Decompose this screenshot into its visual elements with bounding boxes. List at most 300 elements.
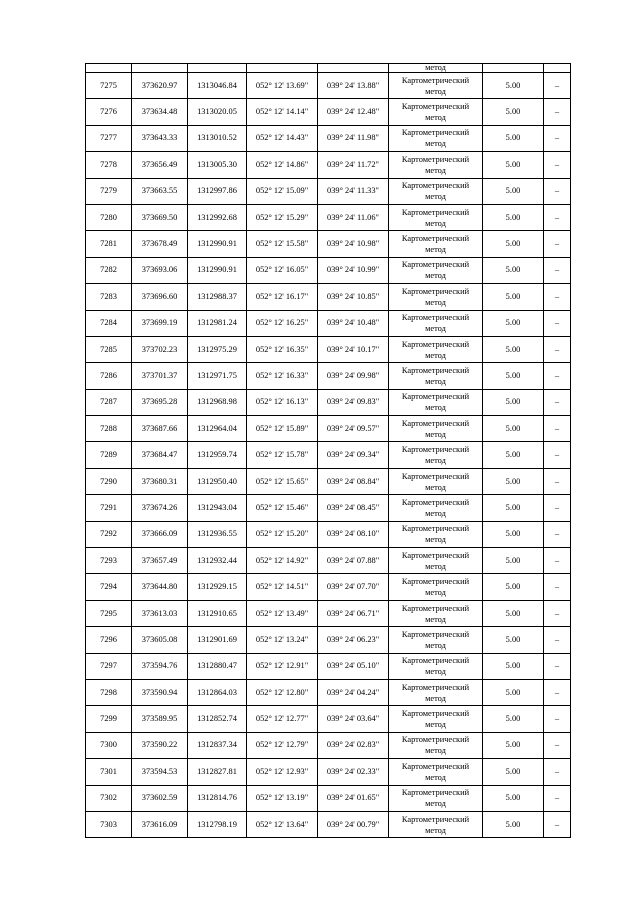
method-line-1: Картометрический [401, 761, 470, 771]
cell-extra: – [544, 284, 571, 310]
cell-extra [544, 64, 571, 73]
table-row [86, 231, 571, 257]
method-line-2: метод [425, 86, 446, 96]
method-line-1: Картометрический [401, 471, 470, 481]
cell-accuracy: 5.00 [483, 759, 544, 785]
cell-number: 7293 [86, 548, 132, 574]
cell-extra: – [544, 442, 571, 468]
cell-number: 7280 [86, 204, 132, 230]
cell-accuracy: 5.00 [483, 363, 544, 389]
coordinates-table-body [86, 64, 571, 838]
method-line-2: метод [425, 350, 446, 360]
method-line-1: Картометрический [401, 154, 470, 164]
table-row [86, 495, 571, 521]
cell-y: 1312814.76 [188, 785, 247, 811]
cell-extra: – [544, 336, 571, 362]
table-row [86, 811, 571, 837]
table-row [86, 389, 571, 415]
method-line-2: метод [425, 403, 446, 413]
method-line-2: метод [425, 693, 446, 703]
cell-latitude: 052° 12' 14.92" [247, 548, 318, 574]
cell-x: 373602.59 [132, 785, 188, 811]
cell-method [389, 99, 483, 125]
cell-latitude: 052° 12' 16.17" [247, 284, 318, 310]
cell-extra: – [544, 521, 571, 547]
method-line-2: метод [425, 535, 446, 545]
cell-y: 1312827.81 [188, 759, 247, 785]
cell-extra: – [544, 99, 571, 125]
table-row [86, 706, 571, 732]
cell-latitude: 052° 12' 16.13" [247, 389, 318, 415]
table-row [86, 125, 571, 151]
method-line-2: метод [425, 482, 446, 492]
cell-method [389, 706, 483, 732]
cell-method [389, 811, 483, 837]
method-line-2: метод [425, 271, 446, 281]
cell-x: 373656.49 [132, 152, 188, 178]
method-line-2: метод [425, 165, 446, 175]
cell-x: 373590.94 [132, 679, 188, 705]
cell-latitude: 052° 12' 16.25" [247, 310, 318, 336]
table-row [86, 732, 571, 758]
cell-latitude: 052° 12' 15.78" [247, 442, 318, 468]
cell-longitude: 039° 24' 13.88" [318, 73, 389, 99]
cell-x [132, 64, 188, 73]
cell-accuracy: 5.00 [483, 152, 544, 178]
cell-number: 7288 [86, 416, 132, 442]
method-line-1: Картометрический [401, 656, 470, 666]
cell-number: 7281 [86, 231, 132, 257]
cell-method [389, 468, 483, 494]
cell-number: 7295 [86, 600, 132, 626]
cell-latitude: 052° 12' 12.91" [247, 653, 318, 679]
cell-longitude: 039° 24' 11.72" [318, 152, 389, 178]
cell-accuracy: 5.00 [483, 125, 544, 151]
cell-x: 373657.49 [132, 548, 188, 574]
cell-accuracy: 5.00 [483, 257, 544, 283]
cell-x: 373613.03 [132, 600, 188, 626]
table-row [86, 363, 571, 389]
table-row [86, 284, 571, 310]
method-line-1: Картометрический [401, 418, 470, 428]
method-line-2: метод [425, 561, 446, 571]
cell-latitude: 052° 12' 14.14" [247, 99, 318, 125]
table-row [86, 204, 571, 230]
table-row [86, 679, 571, 705]
cell-accuracy: 5.00 [483, 811, 544, 837]
cell-x: 373680.31 [132, 468, 188, 494]
cell-method [389, 204, 483, 230]
method-line-2: метод [425, 113, 446, 123]
method-line-2: метод [425, 297, 446, 307]
method-line-1: Картометрический [401, 102, 470, 112]
cell-x: 373605.08 [132, 627, 188, 653]
cell-latitude: 052° 12' 12.79" [247, 732, 318, 758]
cell-extra: – [544, 178, 571, 204]
cell-y: 1313020.05 [188, 99, 247, 125]
cell-accuracy: 5.00 [483, 627, 544, 653]
cell-extra: – [544, 257, 571, 283]
table-row [86, 257, 571, 283]
method-line-2: метод [425, 772, 446, 782]
cell-y: 1312936.55 [188, 521, 247, 547]
cell-latitude: 052° 12' 12.80" [247, 679, 318, 705]
table-row [86, 785, 571, 811]
cell-number: 7303 [86, 811, 132, 837]
method-line-1: Картометрический [401, 75, 470, 85]
cell-x: 373589.95 [132, 706, 188, 732]
cell-longitude: 039° 24' 09.57" [318, 416, 389, 442]
cell-extra: – [544, 653, 571, 679]
cell-latitude: 052° 12' 14.51" [247, 574, 318, 600]
cell-y: 1312837.34 [188, 732, 247, 758]
cell-accuracy: 5.00 [483, 600, 544, 626]
cell-x: 373663.55 [132, 178, 188, 204]
cell-latitude: 052° 12' 14.43" [247, 125, 318, 151]
method-line-2: метод [425, 667, 446, 677]
method-line-1: Картометрический [401, 128, 470, 138]
cell-extra: – [544, 204, 571, 230]
table-row [86, 152, 571, 178]
cell-x: 373702.23 [132, 336, 188, 362]
method-line-2: метод [425, 456, 446, 466]
cell-method [389, 785, 483, 811]
cell-longitude: 039° 24' 05.10" [318, 653, 389, 679]
table-row [86, 442, 571, 468]
cell-latitude: 052° 12' 12.77" [247, 706, 318, 732]
cell-latitude: 052° 12' 13.64" [247, 811, 318, 837]
cell-method [389, 600, 483, 626]
cell-y: 1312975.29 [188, 336, 247, 362]
cell-longitude: 039° 24' 08.10" [318, 521, 389, 547]
cell-extra: – [544, 389, 571, 415]
cell-x: 373620.97 [132, 73, 188, 99]
method-line-1: Картометрический [401, 629, 470, 639]
method-line-2: метод [425, 825, 446, 835]
cell-method [389, 178, 483, 204]
table-row [86, 521, 571, 547]
cell-method [389, 73, 483, 99]
cell-method [389, 152, 483, 178]
cell-accuracy [483, 64, 544, 73]
cell-x: 373701.37 [132, 363, 188, 389]
table-row [86, 178, 571, 204]
method-line-1: Картометрический [401, 577, 470, 587]
cell-accuracy: 5.00 [483, 310, 544, 336]
method-line-2: метод [425, 429, 446, 439]
cell-latitude: 052° 12' 15.46" [247, 495, 318, 521]
method-line-1: Картометрический [401, 339, 470, 349]
cell-number [86, 64, 132, 73]
cell-y: 1312990.91 [188, 257, 247, 283]
cell-accuracy: 5.00 [483, 732, 544, 758]
cell-y: 1312981.24 [188, 310, 247, 336]
cell-extra: – [544, 679, 571, 705]
cell-number: 7277 [86, 125, 132, 151]
table-row [86, 548, 571, 574]
cell-y: 1313005.30 [188, 152, 247, 178]
cell-longitude: 039° 24' 07.70" [318, 574, 389, 600]
cell-number: 7279 [86, 178, 132, 204]
method-line-1: Картометрический [401, 524, 470, 534]
cell-number: 7292 [86, 521, 132, 547]
cell-extra: – [544, 574, 571, 600]
cell-method [389, 336, 483, 362]
cell-method [389, 231, 483, 257]
method-line-2: метод [425, 245, 446, 255]
cell-x: 373678.49 [132, 231, 188, 257]
method-line-1: Картометрический [401, 260, 470, 270]
cell-longitude: 039° 24' 02.83" [318, 732, 389, 758]
cell-latitude: 052° 12' 16.35" [247, 336, 318, 362]
cell-x: 373674.26 [132, 495, 188, 521]
method-line-1: Картометрический [401, 286, 470, 296]
cell-accuracy: 5.00 [483, 73, 544, 99]
cell-number: 7302 [86, 785, 132, 811]
method-line-2: метод [425, 640, 446, 650]
cell-longitude: 039° 24' 06.71" [318, 600, 389, 626]
cell-accuracy: 5.00 [483, 706, 544, 732]
cell-longitude [318, 64, 389, 73]
cell-number: 7275 [86, 73, 132, 99]
method-line-1: Картометрический [401, 709, 470, 719]
cell-x: 373616.09 [132, 811, 188, 837]
cell-method [389, 548, 483, 574]
cell-longitude: 039° 24' 10.17" [318, 336, 389, 362]
cell-accuracy: 5.00 [483, 284, 544, 310]
method-line-1: Картометрический [401, 392, 470, 402]
cell-number: 7294 [86, 574, 132, 600]
cell-method [389, 257, 483, 283]
cell-method [389, 627, 483, 653]
cell-accuracy: 5.00 [483, 99, 544, 125]
cell-x: 373684.47 [132, 442, 188, 468]
cell-y: 1312992.68 [188, 204, 247, 230]
table-row [86, 310, 571, 336]
cell-x: 373669.50 [132, 204, 188, 230]
cell-extra: – [544, 600, 571, 626]
cell-method [389, 732, 483, 758]
cell-y: 1312997.86 [188, 178, 247, 204]
table-row [86, 99, 571, 125]
cell-extra: – [544, 363, 571, 389]
cell-extra: – [544, 231, 571, 257]
cell-longitude: 039° 24' 11.98" [318, 125, 389, 151]
cell-method [389, 310, 483, 336]
cell-y: 1313046.84 [188, 73, 247, 99]
cell-extra: – [544, 310, 571, 336]
cell-x: 373696.60 [132, 284, 188, 310]
cell-latitude: 052° 12' 15.89" [247, 416, 318, 442]
continued-row [86, 64, 571, 73]
cell-latitude: 052° 12' 16.33" [247, 363, 318, 389]
cell-latitude [247, 64, 318, 73]
method-line-1: Картометрический [401, 313, 470, 323]
cell-x: 373699.19 [132, 310, 188, 336]
cell-longitude: 039° 24' 10.85" [318, 284, 389, 310]
cell-longitude: 039° 24' 03.64" [318, 706, 389, 732]
cell-number: 7296 [86, 627, 132, 653]
method-line-2: метод [425, 192, 446, 202]
cell-accuracy: 5.00 [483, 231, 544, 257]
cell-number: 7290 [86, 468, 132, 494]
cell-longitude: 039° 24' 08.84" [318, 468, 389, 494]
method-line-1: Картометрический [401, 234, 470, 244]
cell-y: 1312852.74 [188, 706, 247, 732]
cell-method-tail: метод [389, 64, 483, 73]
cell-y: 1313010.52 [188, 125, 247, 151]
cell-method [389, 521, 483, 547]
cell-accuracy: 5.00 [483, 574, 544, 600]
cell-extra: – [544, 732, 571, 758]
cell-method [389, 389, 483, 415]
cell-method [389, 679, 483, 705]
cell-longitude: 039° 24' 10.98" [318, 231, 389, 257]
method-line-1: Картометрический [401, 445, 470, 455]
cell-latitude: 052° 12' 13.49" [247, 600, 318, 626]
method-line-2: метод [425, 588, 446, 598]
cell-extra: – [544, 468, 571, 494]
cell-y: 1312798.19 [188, 811, 247, 837]
cell-latitude: 052° 12' 15.09" [247, 178, 318, 204]
cell-y: 1312959.74 [188, 442, 247, 468]
cell-number: 7301 [86, 759, 132, 785]
method-line-1: Картометрический [401, 365, 470, 375]
cell-extra: – [544, 811, 571, 837]
cell-longitude: 039° 24' 09.83" [318, 389, 389, 415]
cell-number: 7284 [86, 310, 132, 336]
cell-longitude: 039° 24' 10.99" [318, 257, 389, 283]
cell-x: 373643.33 [132, 125, 188, 151]
method-line-2: метод [425, 508, 446, 518]
cell-x: 373594.76 [132, 653, 188, 679]
cell-accuracy: 5.00 [483, 679, 544, 705]
cell-y: 1312968.98 [188, 389, 247, 415]
cell-latitude: 052° 12' 13.69" [247, 73, 318, 99]
table-row [86, 468, 571, 494]
cell-latitude: 052° 12' 15.20" [247, 521, 318, 547]
cell-number: 7289 [86, 442, 132, 468]
cell-method [389, 495, 483, 521]
table-row [86, 416, 571, 442]
method-line-1: Картометрический [401, 682, 470, 692]
cell-x: 373695.28 [132, 389, 188, 415]
cell-method [389, 574, 483, 600]
cell-extra: – [544, 73, 571, 99]
cell-method [389, 125, 483, 151]
cell-y: 1312988.37 [188, 284, 247, 310]
cell-method [389, 416, 483, 442]
cell-number: 7276 [86, 99, 132, 125]
cell-longitude: 039° 24' 07.88" [318, 548, 389, 574]
method-line-1: Картометрический [401, 814, 470, 824]
cell-number: 7297 [86, 653, 132, 679]
method-line-1: Картометрический [401, 735, 470, 745]
method-line-1: Картометрический [401, 603, 470, 613]
cell-y: 1312971.75 [188, 363, 247, 389]
cell-accuracy: 5.00 [483, 442, 544, 468]
cell-method [389, 759, 483, 785]
cell-number: 7282 [86, 257, 132, 283]
cell-number: 7298 [86, 679, 132, 705]
cell-longitude: 039° 24' 10.48" [318, 310, 389, 336]
method-line-2: метод [425, 218, 446, 228]
cell-x: 373590.22 [132, 732, 188, 758]
cell-accuracy: 5.00 [483, 468, 544, 494]
cell-y: 1312864.03 [188, 679, 247, 705]
cell-y: 1312943.04 [188, 495, 247, 521]
cell-extra: – [544, 785, 571, 811]
method-line-1: Картометрический [401, 497, 470, 507]
table-row [86, 759, 571, 785]
method-line-1: Картометрический [401, 550, 470, 560]
cell-method [389, 653, 483, 679]
cell-y: 1312910.65 [188, 600, 247, 626]
method-line-2: метод [425, 720, 446, 730]
cell-accuracy: 5.00 [483, 495, 544, 521]
cell-accuracy: 5.00 [483, 204, 544, 230]
cell-latitude: 052° 12' 12.93" [247, 759, 318, 785]
cell-accuracy: 5.00 [483, 178, 544, 204]
cell-accuracy: 5.00 [483, 521, 544, 547]
cell-x: 373644.80 [132, 574, 188, 600]
cell-number: 7287 [86, 389, 132, 415]
cell-accuracy: 5.00 [483, 389, 544, 415]
cell-longitude: 039° 24' 12.48" [318, 99, 389, 125]
cell-x: 373693.06 [132, 257, 188, 283]
method-line-1: Картометрический [401, 207, 470, 217]
cell-number: 7285 [86, 336, 132, 362]
cell-number: 7283 [86, 284, 132, 310]
method-line-2: метод [425, 799, 446, 809]
cell-latitude: 052° 12' 16.05" [247, 257, 318, 283]
cell-accuracy: 5.00 [483, 653, 544, 679]
cell-y: 1312880.47 [188, 653, 247, 679]
cell-latitude: 052° 12' 13.24" [247, 627, 318, 653]
method-line-2: метод [425, 376, 446, 386]
cell-accuracy: 5.00 [483, 785, 544, 811]
cell-number: 7278 [86, 152, 132, 178]
method-line-2: метод [425, 614, 446, 624]
cell-y: 1312950.40 [188, 468, 247, 494]
cell-latitude: 052° 12' 13.19" [247, 785, 318, 811]
cell-extra: – [544, 152, 571, 178]
cell-longitude: 039° 24' 11.33" [318, 178, 389, 204]
cell-method [389, 363, 483, 389]
cell-extra: – [544, 706, 571, 732]
cell-extra: – [544, 548, 571, 574]
cell-x: 373666.09 [132, 521, 188, 547]
method-line-1: Картометрический [401, 788, 470, 798]
cell-y [188, 64, 247, 73]
method-line-2: метод [425, 139, 446, 149]
cell-extra: – [544, 125, 571, 151]
table-row [86, 336, 571, 362]
cell-longitude: 039° 24' 06.23" [318, 627, 389, 653]
cell-longitude: 039° 24' 09.98" [318, 363, 389, 389]
cell-extra: – [544, 627, 571, 653]
cell-method [389, 284, 483, 310]
cell-method [389, 442, 483, 468]
cell-accuracy: 5.00 [483, 548, 544, 574]
cell-latitude: 052° 12' 14.86" [247, 152, 318, 178]
cell-longitude: 039° 24' 01.65" [318, 785, 389, 811]
table-row [86, 574, 571, 600]
cell-accuracy: 5.00 [483, 336, 544, 362]
cell-longitude: 039° 24' 09.34" [318, 442, 389, 468]
cell-extra: – [544, 495, 571, 521]
cell-extra: – [544, 416, 571, 442]
